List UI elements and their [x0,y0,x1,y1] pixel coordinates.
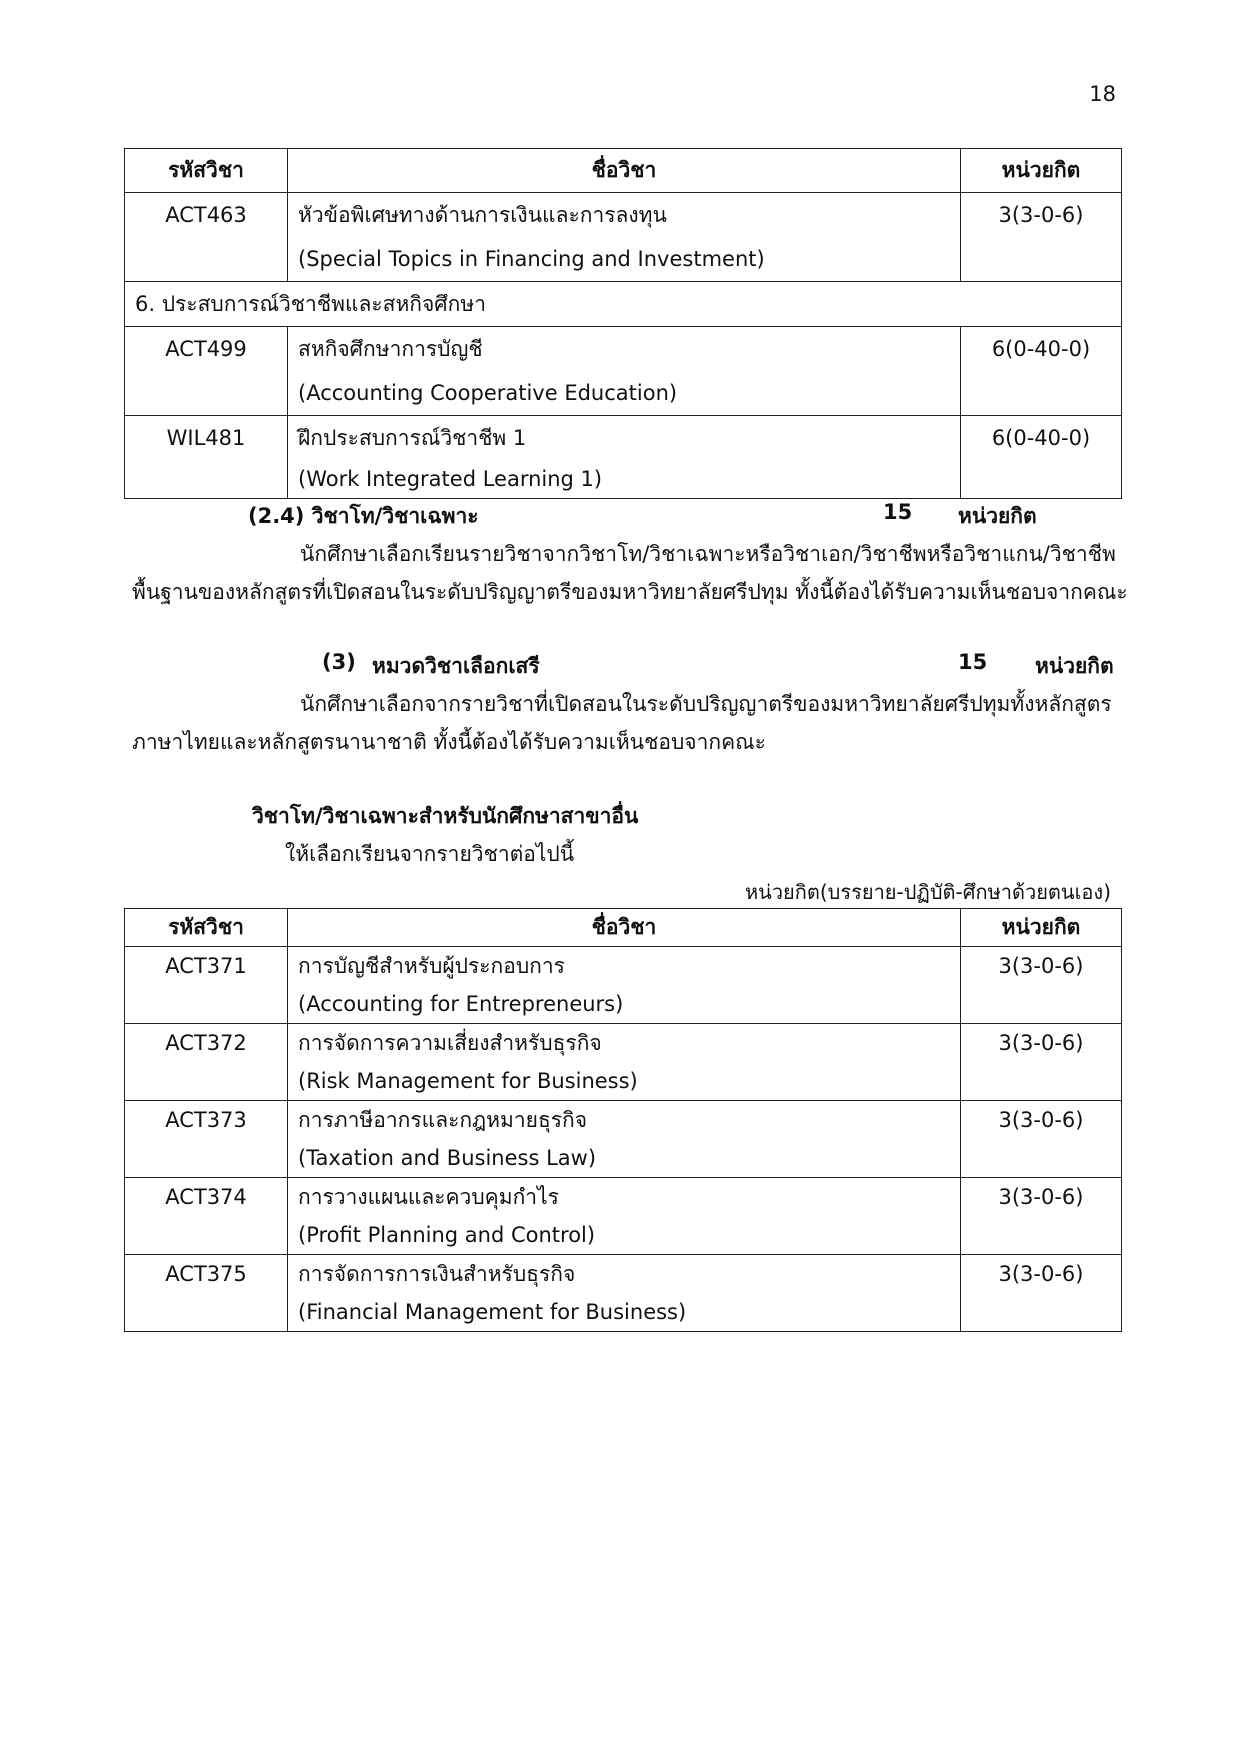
course-credits: 3(3-0-6) [998,954,1084,978]
course-code: ACT371 [165,954,247,978]
section-3-number: (3) [322,650,356,674]
course-name-en: (Accounting for Entrepreneurs) [298,992,624,1016]
section-2-4-paragraph-line1: นักศึกษาเลือกเรียนรายวิชาจากวิชาโท/วิชาเฉพาะหรือวิชาเอก/วิชาชีพหรือวิชาแกน/วิชาชีพ [300,542,1116,566]
course-name-en: (Taxation and Business Law) [298,1146,597,1170]
course-credits: 3(3-0-6) [998,1262,1084,1286]
table-row [125,193,1122,282]
table-row [125,1255,1122,1332]
section-3-credits: 15 [958,650,988,674]
section-3-credits-unit: หน่วยกิต [1035,654,1114,678]
course-name-th: สหกิจศึกษาการบัญชี [298,337,483,361]
section-2-4-paragraph-line2: พื้นฐานของหลักสูตรที่เปิดสอนในระดับปริญญาตรีของมหาวิทยาลัยศรีปทุม ทั้งนี้ต้องได้รับความเห็นชอบจากคณะ [132,580,1128,604]
table-row [125,1178,1122,1255]
course-name-th: การจัดการความเสี่ยงสำหรับธุรกิจ [298,1031,602,1055]
course-table-1 [124,148,1122,499]
header-credits: หน่วยกิต [961,149,1122,193]
section-6-title: 6. ประสบการณ์วิชาชีพและสหกิจศึกษา [135,292,486,316]
minor-subtitle: ให้เลือกเรียนจากรายวิชาต่อไปนี้ [285,842,575,866]
section-row [125,282,1122,327]
course-name-en: (Work Integrated Learning 1) [298,467,603,491]
table-row [125,1101,1122,1178]
course-name-en: (Risk Management for Business) [298,1069,638,1093]
course-name-th: การวางแผนและควบคุมกำไร [298,1185,559,1209]
course-name-th: หัวข้อพิเศษทางด้านการเงินและการลงทุน [298,203,667,227]
course-code: ACT372 [165,1031,247,1055]
minor-title: วิชาโท/วิชาเฉพาะสำหรับนักศึกษาสาขาอื่น [252,804,639,828]
section-3-title: หมวดวิชาเลือกเสรี [372,654,540,678]
course-credits: 6(0-40-0) [991,426,1091,450]
page-number: 18 [1089,82,1116,106]
course-name-en: (Special Topics in Financing and Investment) [298,247,765,271]
course-name-th: การจัดการการเงินสำหรับธุรกิจ [298,1262,576,1286]
course-code: ACT463 [165,203,247,227]
course-code: WIL481 [166,426,246,450]
course-credits: 3(3-0-6) [998,1185,1084,1209]
table-row [125,1024,1122,1101]
course-credits: 3(3-0-6) [998,203,1084,227]
section-3-paragraph-line2: ภาษาไทยและหลักสูตรนานาชาติ ทั้งนี้ต้องได้รับความเห็นชอบจากคณะ [132,730,766,754]
header-name: ชื่อวิชา [288,149,961,193]
course-name-th: ฝึกประสบการณ์วิชาชีพ 1 [298,426,527,450]
table-header-row [125,149,1122,193]
course-code: ACT375 [165,1262,247,1286]
section-2-4-credits-unit: หน่วยกิต [958,504,1037,528]
course-name-th: การภาษีอากรและกฎหมายธุรกิจ [298,1108,588,1132]
header-code: รหัสวิชา [125,909,288,947]
header-credits: หน่วยกิต [961,909,1122,947]
course-table-2 [124,908,1122,1332]
course-credits: 3(3-0-6) [998,1031,1084,1055]
table-header-row [125,909,1122,947]
course-code: ACT499 [165,337,247,361]
course-name-en: (Financial Management for Business) [298,1300,687,1324]
course-name-th: การบัญชีสำหรับผู้ประกอบการ [298,954,565,978]
course-credits: 3(3-0-6) [998,1108,1084,1132]
credit-unit-note: หน่วยกิต(บรรยาย-ปฏิบัติ-ศึกษาด้วยตนเอง) [744,880,1111,904]
course-code: ACT373 [165,1108,247,1132]
course-name-en: (Profit Planning and Control) [298,1223,596,1247]
header-code: รหัสวิชา [125,149,288,193]
section-2-4-title: (2.4) วิชาโท/วิชาเฉพาะ [248,504,479,528]
header-name: ชื่อวิชา [288,909,961,947]
table-row [125,947,1122,1024]
course-code: ACT374 [165,1185,247,1209]
table-row [125,416,1122,499]
course-credits: 6(0-40-0) [991,337,1091,361]
section-2-4-credits: 15 [883,500,913,524]
section-3-paragraph-line1: นักศึกษาเลือกจากรายวิชาที่เปิดสอนในระดับปริญญาตรีของมหาวิทยาลัยศรีปทุมทั้งหลักสูตร [300,692,1112,716]
table-row [125,327,1122,416]
course-name-en: (Accounting Cooperative Education) [298,381,678,405]
